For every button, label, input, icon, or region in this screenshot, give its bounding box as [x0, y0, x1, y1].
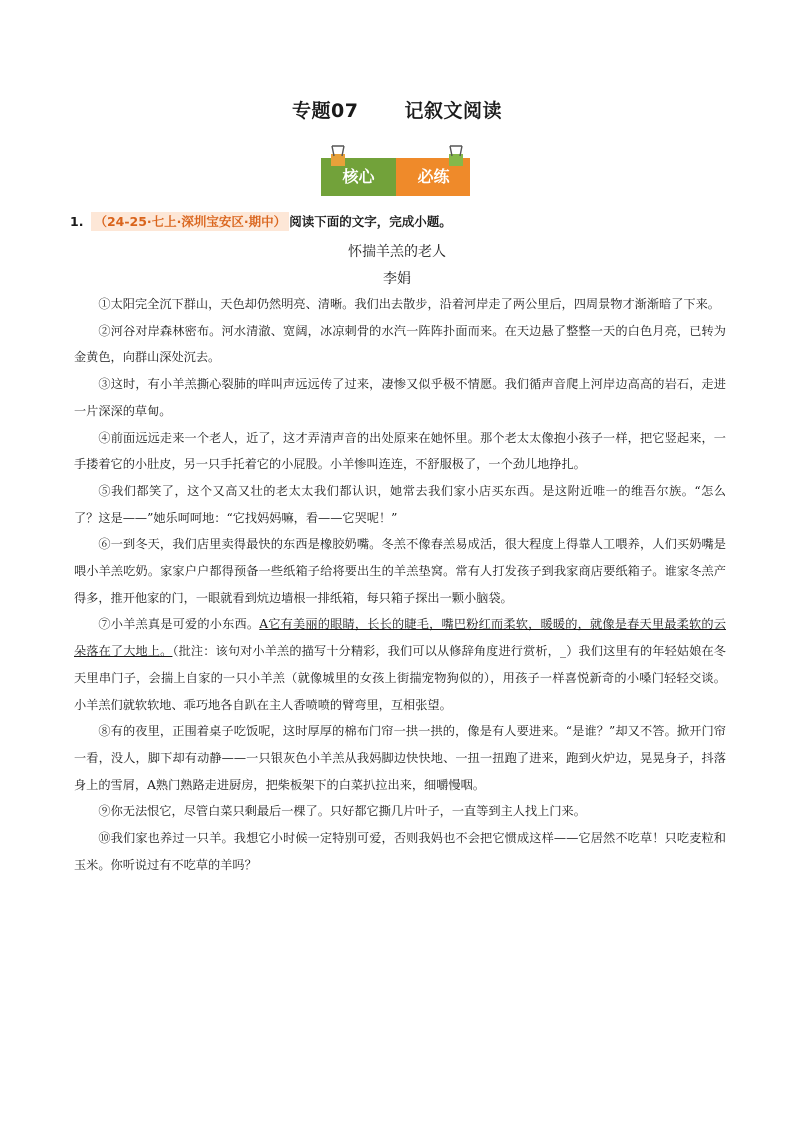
paragraph: ⑤我们都笑了，这个又高又壮的老太太我们都认识，她常去我们家小店买东西。是这附近唯一的维吾尔族。“怎么了？这是——”她乐呵呵地：“它找妈妈嘛，看——它哭呢！”: [74, 483, 726, 525]
paragraph: ⑨你无法恨它，尽管白菜只剩最后一棵了。只好都它撕几片叶子，一直等到主人找上门来。: [98, 804, 586, 819]
topic-name: 记叙文阅读: [404, 100, 502, 122]
story-author: 李娟: [383, 271, 411, 287]
question-number: 1.: [70, 214, 84, 229]
badge-right-label: 必练: [417, 167, 450, 186]
paragraph: [74, 611, 726, 718]
paragraph: ③这时，有小羊羔撕心裂肺的咩叫声远远传了过来，凄惨又似乎极不情愿。我们循声音爬上河岸边高高的岩石，走进一片深深的草甸。: [74, 377, 726, 418]
section-badge: [321, 158, 470, 196]
paragraph: ⑧有的夜里，正围着桌子吃饭呢，这时厚厚的棉布门帘一拱一拱的，像是有人要进来。“是谁？”却又不答。掀开门帘一看，没人，脚下却有动静——一只银灰色小羊羔从我妈脚边快快地、一扭一扭跑了进来，跑到火炉边，晃晃身子，抖落身上的雪屑，A熟门熟路走进厨房，把柴板架下的白菜扒拉出来，细嚼慢咽。: [74, 724, 726, 792]
page-title: [0, 96, 794, 123]
paragraph-text: ⑦小羊羔真是可爱的小东西。: [98, 617, 260, 632]
paragraph: ⑥一到冬天，我们店里卖得最快的东西是橡胶奶嘴。冬羔不像春羔易成活，很大程度上得靠人工喂养，人们买奶嘴是喂小羊羔吃奶。家家户户都得预备一些纸箱子给将要出生的羊羔垫窝。常有人打发孩子到我家商店要纸箱子。谁家冬羔产得多，推开他家的门，一眼就看到炕边墙根一排纸箱，每只箱子探出一颗小脑袋。: [74, 537, 726, 605]
story-title: 怀揣羊羔的老人: [348, 244, 446, 260]
badge-left-label: 核心: [342, 167, 375, 186]
question-heading: [70, 212, 452, 230]
question-prompt: 阅读下面的文字，完成小题。: [289, 214, 452, 229]
paragraph: ②河谷对岸森林密布。河水清澈、宽阔，冰凉刺骨的水汽一阵阵扑面而来。在天边悬了整整一天的白色月亮，已转为金黄色，向群山深处沉去。: [74, 323, 726, 365]
paragraph: ④前面远远走来一个老人，近了，这才弄清声音的出处原来在她怀里。那个老太太像抱小孩子一样，把它竖起来，一手搂着它的小肚皮，另一只手托着它的小屁股。小羊惨叫连连，不舒服极了，一个劲儿地挣扎。: [74, 430, 726, 472]
question-source: （24-25·七上·深圳宝安区·期中）: [91, 212, 289, 231]
paragraph: ⑩我们家也养过一只羊。我想它小时候一定特别可爱，否则我妈也不会把它惯成这样——它居然不吃草！只吃麦粒和玉米。你听说过有不吃草的羊吗？: [74, 831, 726, 872]
underlined-sentence-a: A它有美丽的眼睛，长长的睫毛，嘴巴粉红而柔软，暖暖的，就像是春天里最柔软的云朵落在了大地上。: [74, 617, 726, 659]
topic-number: 专题07: [292, 100, 359, 122]
article-body: [74, 291, 726, 878]
paragraph-text: （批注：该句对小羊羔的描写十分精彩，我们可以从修辞角度进行赏析，_）我们这里有的年轻姑娘在冬天里串门子，会揣上自家的一只小羊羔（就像城里的女孩上街揣宠物狗似的），用孩子一样喜悦新奇的小嗓门轻轻交谈。小羊羔们就软软地、乖巧地各自趴在主人香喷喷的臂弯里，互相张望。: [74, 644, 726, 712]
paragraph: ①太阳完全沉下群山，天色却仍然明亮、清晰。我们出去散步，沿着河岸走了两公里后，四周景物才渐渐暗了下来。: [98, 297, 720, 311]
